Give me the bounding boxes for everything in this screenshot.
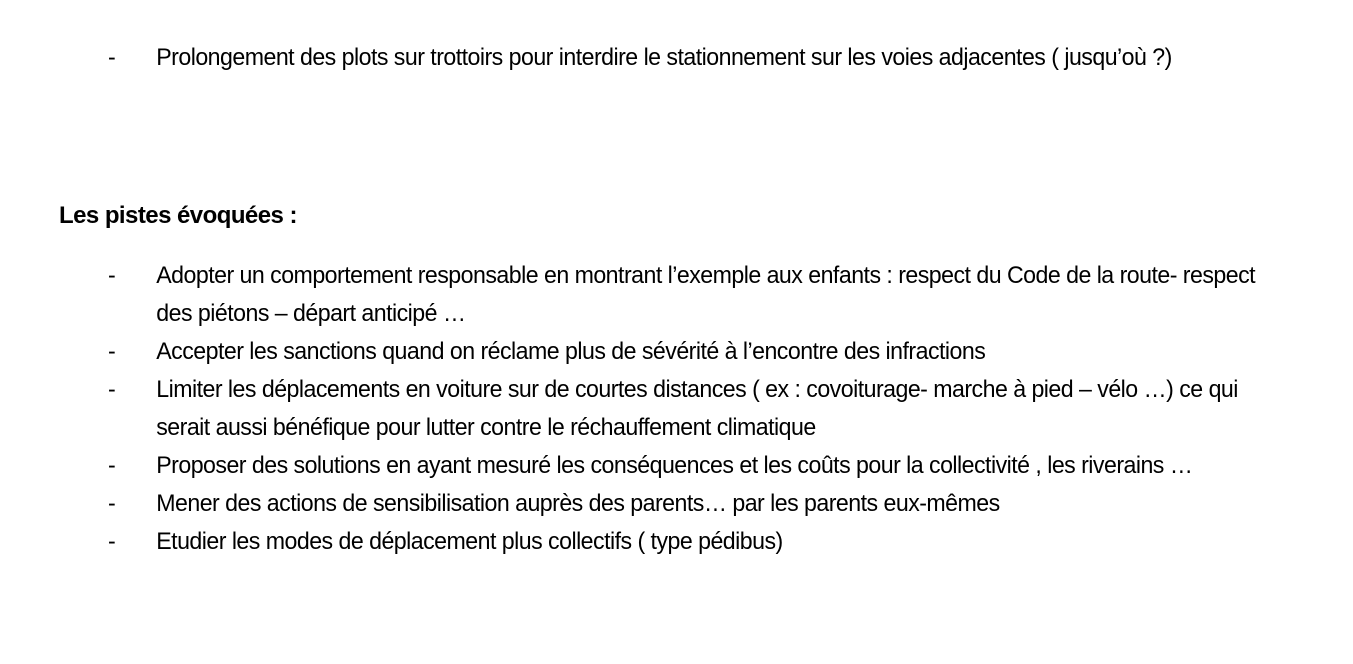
list-item [108, 523, 1280, 561]
bullet-dash: - [108, 262, 116, 289]
bullet-dash: - [108, 338, 116, 365]
list-item [108, 371, 1280, 447]
bullet-dash: - [108, 376, 116, 403]
list-item-text: Limiter les déplacements en voiture sur de courtes distances ( ex : covoiturage- marche à pied – vélo …) ce qui serait aussi bénéfique pour lutter contre le réchauffement climatique [156, 376, 1238, 441]
section-heading: Les pistes évoquées : [59, 202, 297, 229]
list-item-text: Proposer des solutions en ayant mesuré les conséquences et les coûts pour la collectivité , les riverains … [156, 452, 1193, 479]
list-item-text: Prolongement des plots sur trottoirs pour interdire le stationnement sur les voies adjacentes ( jusqu’où ?) [156, 44, 1172, 71]
list-item [108, 485, 1280, 523]
list-item [108, 257, 1280, 333]
bullet-dash: - [108, 490, 116, 517]
list-item-text: Accepter les sanctions quand on réclame plus de sévérité à l’encontre des infractions [156, 338, 986, 365]
bullet-dash: - [108, 44, 116, 71]
intro-bullet-list [108, 39, 1323, 77]
list-item [108, 39, 1280, 77]
list-item-text: Adopter un comportement responsable en montrant l’exemple aux enfants : respect du Code de la route- respect des piétons – départ anticipé … [156, 262, 1256, 327]
list-item [108, 447, 1280, 485]
list-item [108, 333, 1280, 371]
pistes-bullet-list [108, 257, 1323, 561]
list-item-text: Mener des actions de sensibilisation auprès des parents… par les parents eux-mêmes [156, 490, 1000, 517]
bullet-dash: - [108, 528, 116, 555]
bullet-dash: - [108, 452, 116, 479]
list-item-text: Etudier les modes de déplacement plus collectifs ( type pédibus) [156, 528, 783, 555]
